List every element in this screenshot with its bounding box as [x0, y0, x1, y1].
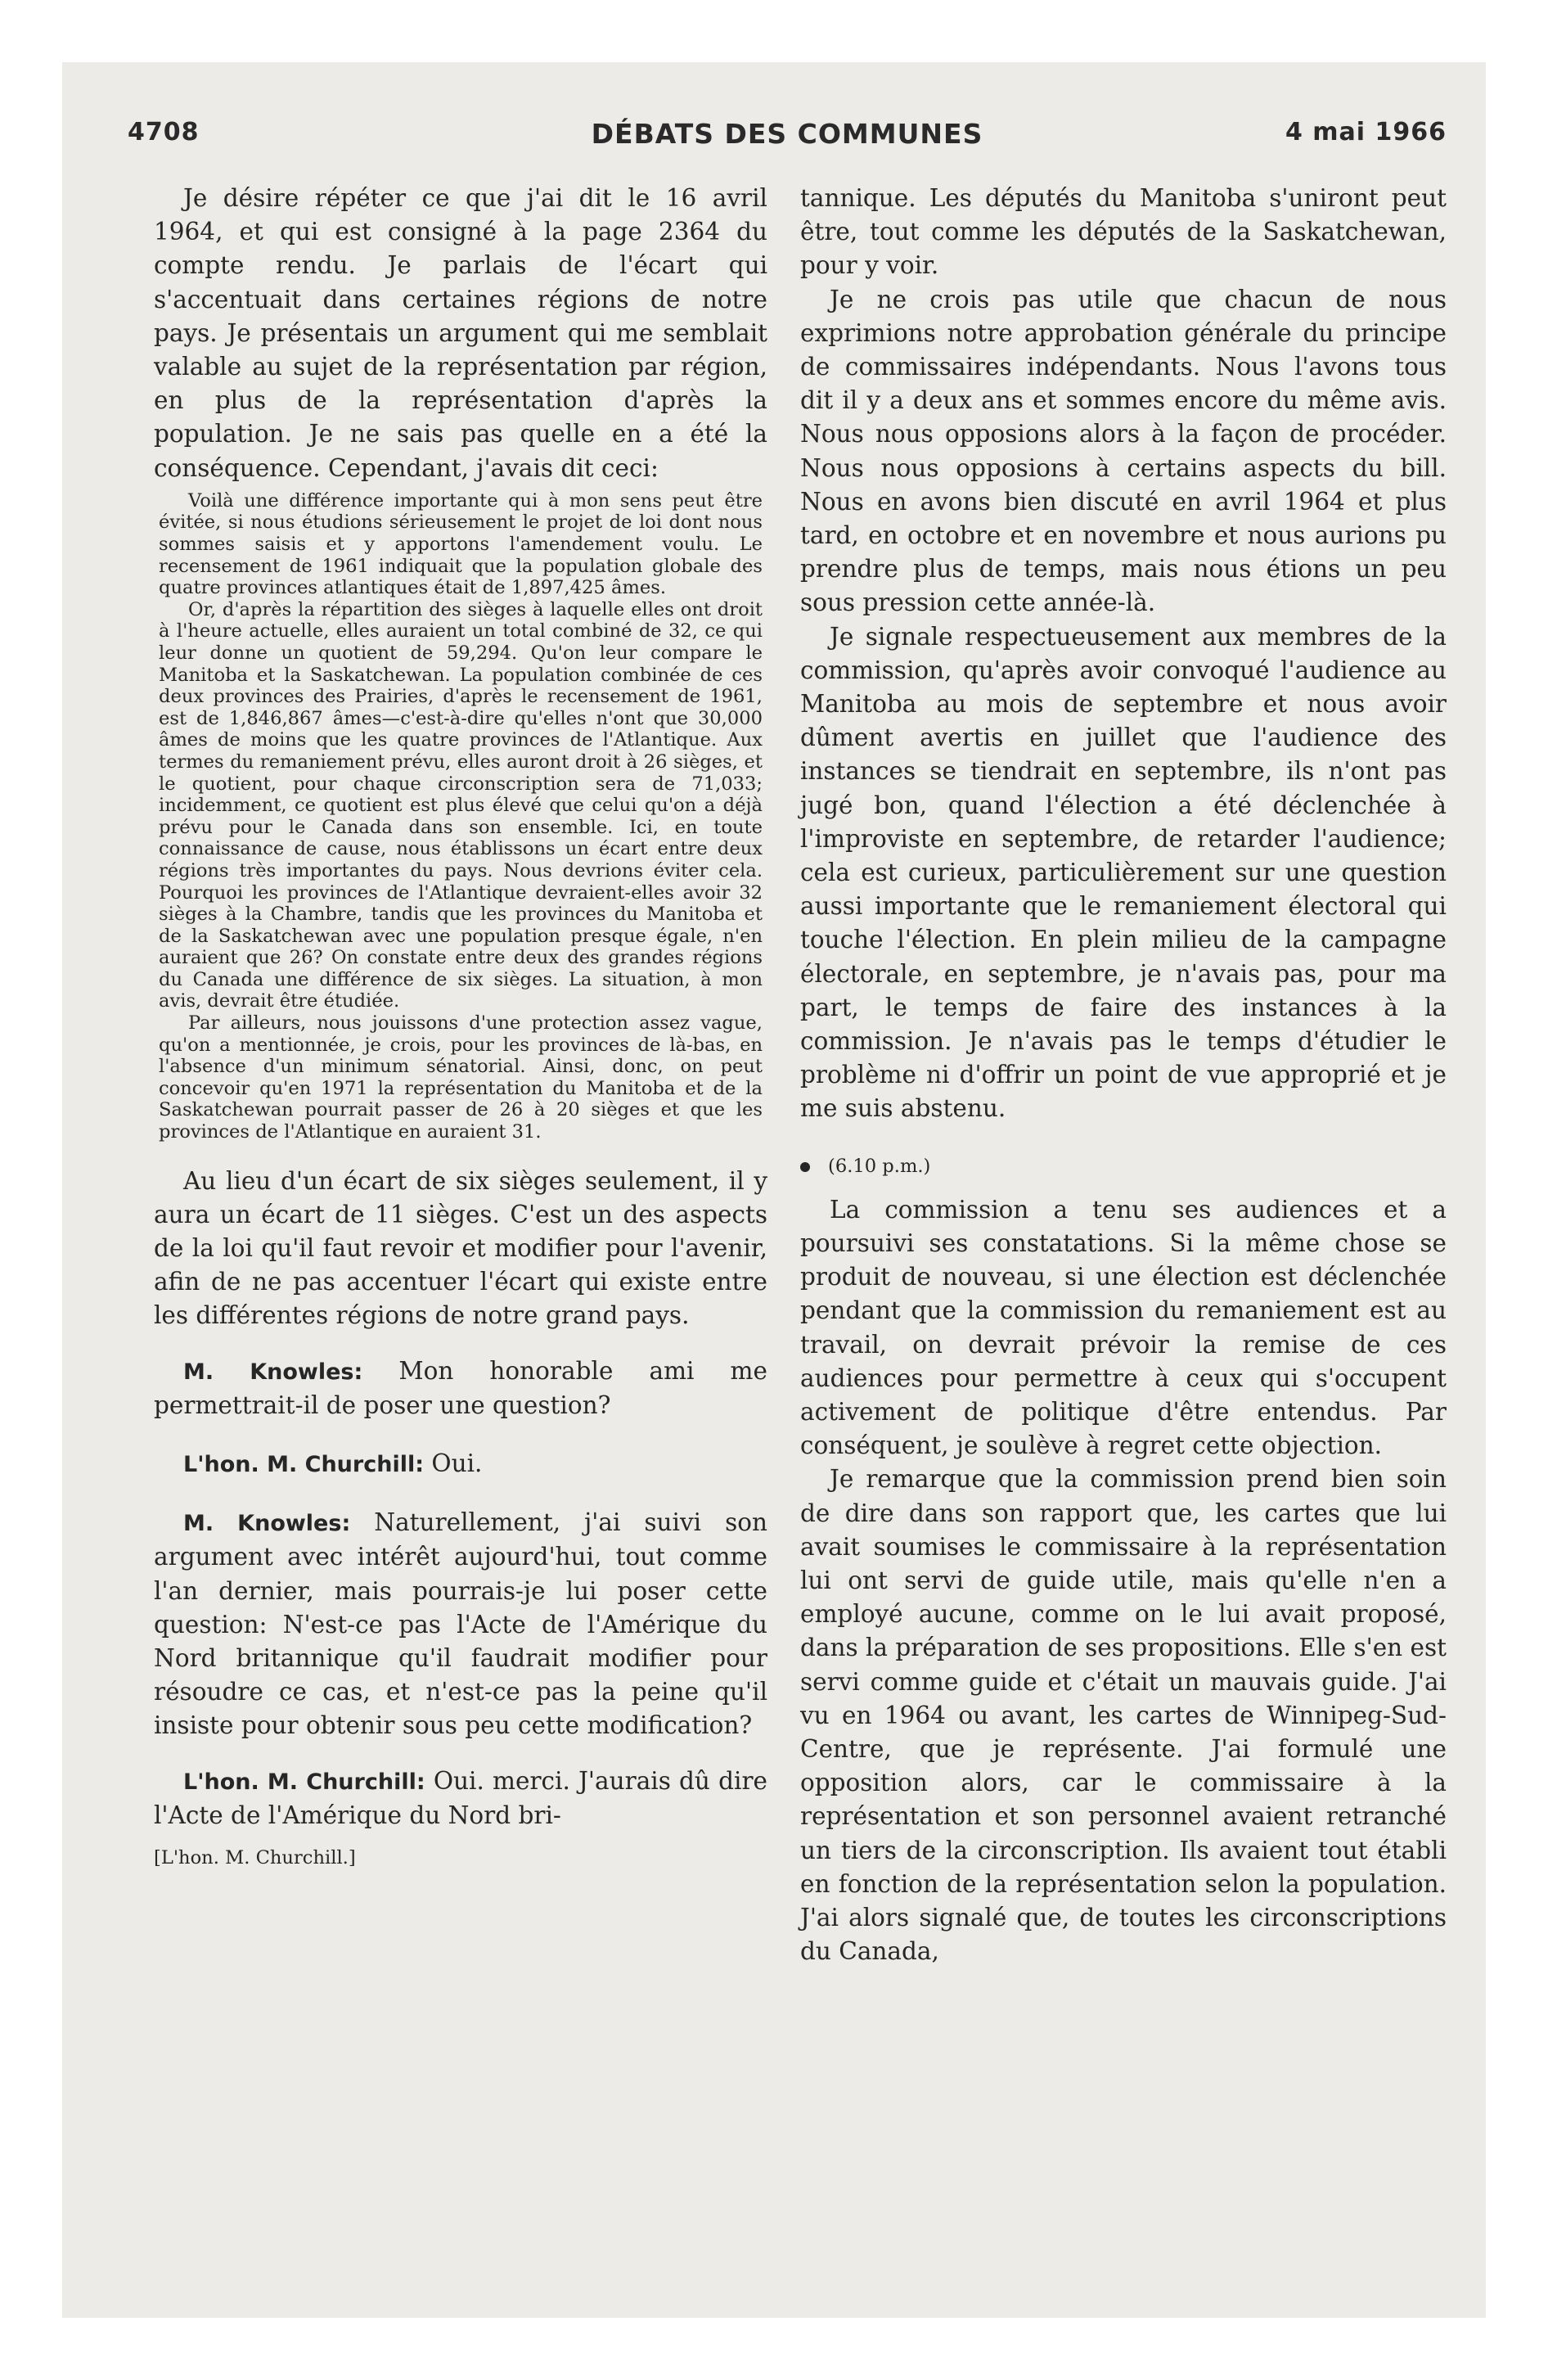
speech-text: Naturellement, j'ai suivi son argument avec intérêt aujourd'hui, tout comme l'an dernier, mais pourrais-je lui poser cette question: N'est-ce pas l'Acte de l'Amérique du Nord britannique qu'il faudrait modifier pour résoudre ce cas, et n'est-ce pas la peine qu'il insiste pour obtenir sous peu cette modification? [154, 1508, 767, 1740]
speech-text: Mon honorable ami me permettrait-il de poser une question? [154, 1356, 767, 1419]
running-title: DÉBATS DES COMMUNES [591, 118, 983, 150]
page-number: 4708 [128, 118, 200, 146]
speaker-footer: [L'hon. M. Churchill.] [154, 1847, 356, 1869]
paragraph: La commission a tenu ses audiences et a poursuivi ses constatations. Si la même chose se produit de nouveau, si une élection est déclenchée pendant que la commission du remaniement est au travail, on devrait prévoir la remise de ces audiences pour permettre à ceux qui s'occupent activement de politique d'être entendus. Par conséquent, je soulève à regret cette objection. [800, 1195, 1447, 1460]
speaker-name: L'hon. M. Churchill: [183, 1769, 425, 1795]
paragraph: Je désire répéter ce que j'ai dit le 16 avril 1964, et qui est consigné à la page 2364 du compte rendu. Je parlais de l'écart qui s'accentuait dans certaines régions de notre pays. Je présentais un argument qui me semblait valable au sujet de la représentation par région, en plus de la représentation d'après la population. Je ne sais pas quelle en a été la conséquence. Cependant, j'avais dit ceci: [154, 184, 767, 482]
speaker-name: M. Knowles: [183, 1511, 351, 1537]
speech [154, 1506, 767, 1742]
page-date: 4 mai 1966 [1285, 118, 1447, 146]
speech [154, 1355, 767, 1422]
speech [154, 1447, 767, 1481]
timestamp-text: (6.10 p.m.) [828, 1155, 931, 1177]
paragraph: Au lieu d'un écart de six sièges seulement, il y aura un écart de 11 sièges. C'est un des aspects de la loi qu'il faut revoir et modifier pour l'avenir, afin de ne pas accentuer l'écart qui existe entre les différentes régions de notre grand pays. [154, 1166, 767, 1330]
page-header [128, 118, 1447, 154]
paragraph: Je signale respectueusement aux membres de la commission, qu'après avoir convoqué l'audience au Manitoba au mois de septembre et nous avoir dûment avertis en juillet que l'audience des instances se tiendrait en septembre, ils n'ont pas jugé bon, quand l'élection a été déclenchée à l'improviste en septembre, de retarder l'audience; cela est curieux, particulièrement sur une question aussi importante que le remaniement électoral qui touche l'élection. En plein milieu de la campagne électorale, en septembre, je n'avais pas, pour ma part, le temps de faire des instances à la commission. Je n'avais pas le temps d'étudier le problème ni d'offrir un point de vue approprié et je me suis abstenu. [800, 622, 1447, 1123]
quote-paragraph: Voilà une différence importante qui à mon sens peut être évitée, si nous étudions sérieusement le projet de loi dont nous sommes saisis et y apportons l'amendement voulu. Le recensement de 1961 indiquait que la population globale des quatre provinces atlantiques était de 1,897,425 âmes. [159, 489, 763, 599]
left-column [154, 182, 767, 1870]
speaker-name: L'hon. M. Churchill: [183, 1452, 425, 1478]
quote-paragraph: Or, d'après la répartition des sièges à laquelle elles ont droit à l'heure actuelle, elles auraient un total combiné de 32, ce qui leur donne un quotient de 59,294. Qu'on leur compare le Manitoba et la Saskatchewan. La population combinée de ces deux provinces des Prairies, d'après le recensement de 1961, est de 1,846,867 âmes—c'est-à-dire qu'elles n'ont que 30,000 âmes de moins que les quatre provinces de l'Atlantique. Aux termes du remaniement prévu, elles auront droit à 26 sièges, et le quotient, pour chaque circonscription sera de 71,033; incidemment, ce quotient est plus élevé que celui qu'on a déjà prévu pour le Canada dans son ensemble. Ici, en toute connaissance de cause, nous établissons un écart entre deux régions très importantes du pays. Nous devrions éviter cela. Pourquoi les provinces de l'Atlantique devraient-elles avoir 32 sièges à la Chambre, tandis que les provinces du Manitoba et de la Saskatchewan avec une population presque égale, n'en auraient que 26? On constate entre deux des grandes régions du Canada une différence de six sièges. La situation, à mon avis, devrait être étudiée. [159, 598, 763, 1012]
speaker-name: M. Knowles: [183, 1359, 363, 1385]
paragraph: Je ne crois pas utile que chacun de nous exprimions notre approbation générale du principe de commissaires indépendants. Nous l'avons tous dit il y a deux ans et sommes encore du même avis. Nous nous opposions alors à la façon de procéder. Nous nous opposions à certains aspects du bill. Nous en avons bien discuté en avril 1964 et plus tard, en octobre et en novembre et nous aurions pu prendre plus de temps, mais nous étions un peu sous pression cette année-là. [800, 285, 1447, 617]
timestamp [800, 1154, 1447, 1179]
speech-text: Oui. merci. J'aurais dû dire l'Acte de l'Amérique du Nord bri- [154, 1766, 767, 1829]
right-column [800, 182, 1447, 1968]
speech [154, 1765, 767, 1832]
block-quote [159, 490, 763, 1143]
speech-text: Oui. [424, 1449, 483, 1478]
quote-paragraph: Par ailleurs, nous jouissons d'une protection assez vague, qu'on a mentionnée, je crois, pour les provinces de là-bas, en l'absence d'un minimum sénatorial. Ainsi, donc, on peut concevoir qu'en 1971 la représentation du Manitoba et de la Saskatchewan pourrait passer de 26 à 20 sièges et que les provinces de l'Atlantique en auraient 31. [159, 1012, 763, 1143]
paragraph: Je remarque que la commission prend bien soin de dire dans son rapport que, les cartes que lui avait soumises le commissaire à la représentation lui ont servi de guide utile, mais qu'elle n'en a employé aucune, comme on le lui avait proposé, dans la préparation de ses propositions. Elle s'en est servi comme guide et c'était un mauvais guide. J'ai vu en 1964 ou avant, les cartes de Winnipeg-Sud-Centre, que je représente. J'ai formulé une opposition alors, car le commissaire à la représentation et son personnel avaient retranché un tiers de la circonscription. Ils avaient tout établi en fonction de la représentation selon la population. J'ai alors signalé que, de toutes les circonscriptions du Canada, [800, 1465, 1447, 1966]
bullet-icon [800, 1162, 810, 1172]
paragraph: tannique. Les députés du Manitoba s'uniront peut être, tout comme les députés de la Saskatchewan, pour y voir. [800, 184, 1447, 280]
